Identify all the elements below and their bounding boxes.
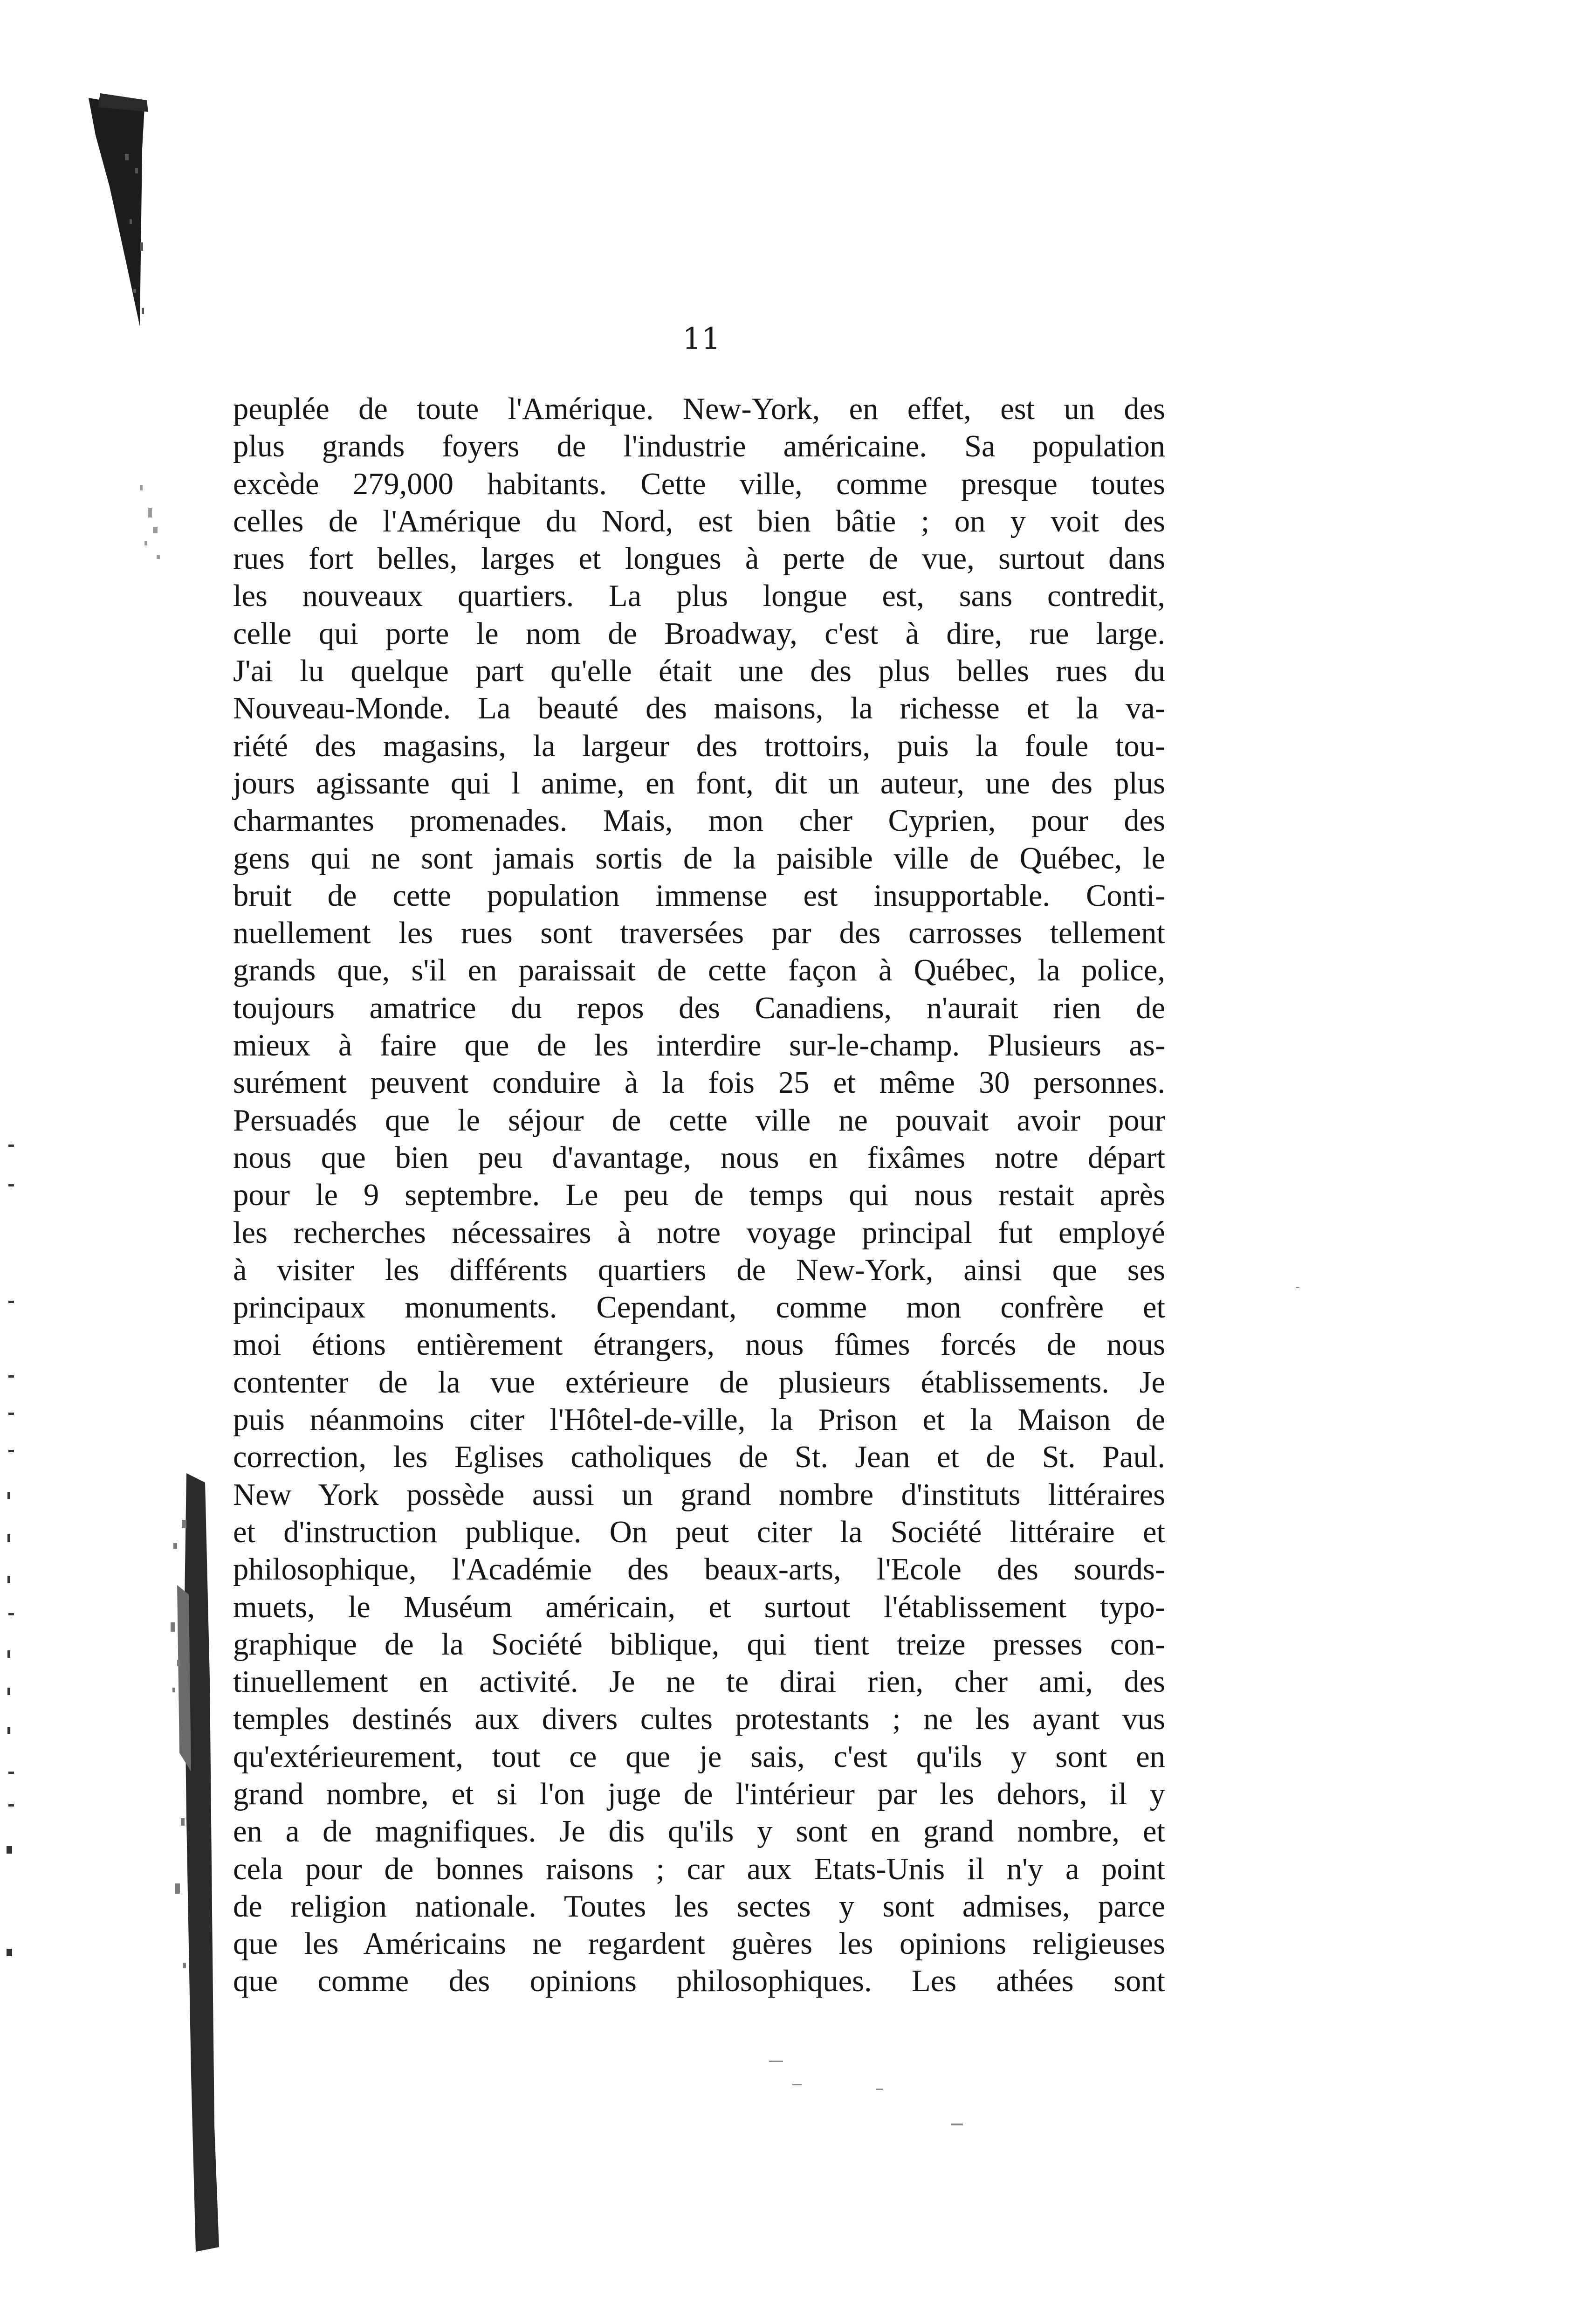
text-line: pour le 9 septembre. Le peu de temps qui nous restait après: [233, 1178, 1165, 1213]
text-line: tinuellement en activité. Je ne te dirai rien, cher ami, des: [233, 1665, 1165, 1699]
text-line: Nouveau-Monde. La beauté des maisons, la richesse et la va-: [233, 691, 1165, 726]
text-line: bruit de cette population immense est insupportable. Conti-: [233, 878, 1165, 913]
text-line: et d'instruction publique. On peut citer la Société littéraire et: [233, 1515, 1165, 1549]
text-line: moi étions entièrement étrangers, nous fûmes forcés de nous: [233, 1328, 1165, 1362]
text-line: gens qui ne sont jamais sortis de la paisible ville de Québec, le: [233, 841, 1165, 876]
text-line: contenter de la vue extérieure de plusieurs établissements. Je: [233, 1365, 1165, 1400]
text-line: muets, le Muséum américain, et surtout l'établissement typo-: [233, 1590, 1165, 1624]
text-line: grands que, s'il en paraissait de cette façon à Québec, la police,: [233, 953, 1165, 988]
text-line: que les Américains ne regardent guères les opinions religieuses: [233, 1927, 1165, 1961]
text-line: nous que bien peu d'avantage, nous en fixâmes notre départ: [233, 1140, 1165, 1175]
text-line: que comme des opinions philosophiques. Les athées sont: [233, 1964, 1165, 1999]
text-line: graphique de la Société biblique, qui tient treize presses con-: [233, 1627, 1165, 1662]
text-line: temples destinés aux divers cultes protestants ; ne les ayant vus: [233, 1702, 1165, 1737]
text-line: puis néanmoins citer l'Hôtel-de-ville, la Prison et la Maison de: [233, 1403, 1165, 1437]
text-line: en a de magnifiques. Je dis qu'ils y sont en grand nombre, et: [233, 1814, 1165, 1849]
text-line: mieux à faire que de les interdire sur-le-champ. Plusieurs as-: [233, 1028, 1165, 1063]
text-line: correction, les Eglises catholiques de St. Jean et de St. Paul.: [233, 1440, 1165, 1475]
binding-shadow: [0, 0, 242, 2324]
text-line: qu'extérieurement, tout ce que je sais, c'est qu'ils y sont en: [233, 1739, 1165, 1774]
text-line: peuplée de toute l'Amérique. New-York, en effet, est un des: [233, 392, 1165, 426]
text-line: celles de l'Amérique du Nord, est bien bâtie ; on y voit des: [233, 504, 1165, 538]
text-line: surément peuvent conduire à la fois 25 et même 30 personnes.: [233, 1066, 1165, 1100]
text-line: rues fort belles, larges et longues à perte de vue, surtout dans: [233, 542, 1165, 576]
text-line: excède 279,000 habitants. Cette ville, comme presque toutes: [233, 467, 1165, 501]
text-line: celle qui porte le nom de Broadway, c'est à dire, rue large.: [233, 616, 1165, 651]
text-line: les recherches nécessaires à notre voyage principal fut employé: [233, 1215, 1165, 1250]
text-line: cela pour de bonnes raisons ; car aux Etats-Unis il n'y a point: [233, 1852, 1165, 1886]
text-line: riété des magasins, la largeur des trottoirs, puis la foule tou-: [233, 729, 1165, 763]
text-line: charmantes promenades. Mais, mon cher Cyprien, pour des: [233, 804, 1165, 838]
page-number: 11: [682, 322, 721, 356]
text-line: philosophique, l'Académie des beaux-arts, l'Ecole des sourds-: [233, 1552, 1165, 1587]
text-line: de religion nationale. Toutes les sectes y sont admises, parce: [233, 1889, 1165, 1924]
text-line: Persuadés que le séjour de cette ville ne pouvait avoir pour: [233, 1103, 1165, 1138]
text-line: J'ai lu quelque part qu'elle était une des plus belles rues du: [233, 654, 1165, 689]
text-line: New York possède aussi un grand nombre d'instituts littéraires: [233, 1477, 1165, 1512]
text-line: jours agissante qui l anime, en font, dit un auteur, une des plus: [233, 766, 1165, 800]
text-line: plus grands foyers de l'industrie américaine. Sa population: [233, 429, 1165, 464]
text-line: nuellement les rues sont traversées par des carrosses tellement: [233, 916, 1165, 951]
text-line: toujours amatrice du repos des Canadiens, n'aurait rien de: [233, 991, 1165, 1025]
text-line: grand nombre, et si l'on juge de l'intérieur par les dehors, il y: [233, 1777, 1165, 1811]
text-line: à visiter les différents quartiers de New-York, ainsi que ses: [233, 1253, 1165, 1287]
text-line: principaux monuments. Cependant, comme mon confrère et: [233, 1290, 1165, 1325]
body-text: [233, 391, 1165, 2000]
text-line: les nouveaux quartiers. La plus longue est, sans contredit,: [233, 579, 1165, 614]
